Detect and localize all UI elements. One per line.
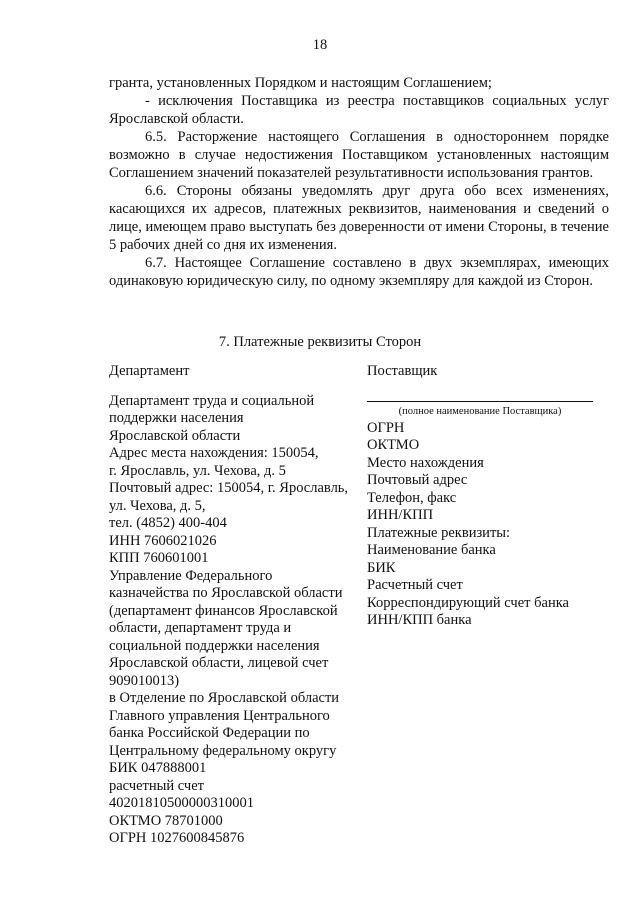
department-line: 40201810500000310001 [109, 795, 254, 811]
section-title: 7. Платежные реквизиты Сторон [218, 334, 422, 350]
department-line: банка Российской Федерации по [109, 725, 310, 741]
paragraph-6-6: 6.6. Стороны обязаны уведомлять друг друга обо всех изменениях, касающихся их адресов, платежных реквизитов, наименования и сведений о лице, имеющем право выступать без доверенности от имени Стороны, в течение 5 рабочих дней со дня их изменения. [109, 183, 609, 253]
department-line: Управление Федерального [109, 567, 273, 584]
department-line: в Отделение по Ярославской области [109, 690, 340, 706]
department-line: социальной поддержки населения [109, 637, 320, 654]
agreement-body [109, 74, 609, 290]
department-line: Ярославской области [109, 427, 241, 444]
page-number: 18 [312, 37, 328, 53]
paragraph-registry-exclusion: - исключения Поставщика из реестра поставщиков социальных услуг Ярославской области. [109, 93, 609, 127]
department-lines [109, 393, 359, 848]
paragraph-6-5: 6.5. Расторжение настоящего Соглашения в одностороннем порядке возможно в случае недостижения Поставщиком установленных настоящим Соглашением значений показателей результативности использования грантов. [109, 129, 609, 181]
department-line: области, департамент труда и [109, 620, 292, 636]
supplier-requisites [367, 363, 612, 630]
department-line: Адрес места нахождения: 150054, [109, 445, 319, 461]
supplier-line: Расчетный счет [367, 577, 463, 593]
department-line: ОГРН 1027600845876 [109, 830, 245, 846]
supplier-line: ИНН/КПП [367, 507, 434, 523]
department-line: расчетный счет [109, 777, 204, 794]
department-line: казначейства по Ярославской области [109, 585, 343, 601]
department-line: Ярославской области, лицевой счет [109, 655, 329, 671]
supplier-line: ОГРН [367, 419, 405, 436]
paragraph-6-7: 6.7. Настоящее Соглашение составлено в двух экземплярах, имеющих одинаковую юридическую силу, по одному экземпляру для каждой из Сторон. [109, 255, 609, 289]
supplier-line: Место нахождения [367, 454, 484, 471]
department-heading: Департамент [109, 363, 190, 379]
supplier-line: Телефон, факс [367, 489, 457, 506]
department-line: Почтовый адрес: 150054, г. Ярославль, [109, 480, 349, 496]
department-line: ул. Чехова, д. 5, [109, 497, 206, 514]
supplier-heading: Поставщик [367, 363, 438, 379]
department-line: ИНН 7606021026 [109, 532, 217, 549]
department-line: Главного управления Центрального [109, 707, 330, 724]
paragraph-grant-terms: гранта, установленных Порядком и настоящим Соглашением; [109, 75, 492, 91]
department-line: г. Ярославль, ул. Чехова, д. 5 [109, 462, 286, 479]
supplier-line: ОКТМО [367, 437, 420, 453]
department-line: БИК 047888001 [109, 760, 207, 776]
department-line: поддержки населения [109, 410, 244, 426]
supplier-line: Корреспондирующий счет банка [367, 594, 569, 611]
supplier-lines [367, 420, 612, 630]
department-line: КПП 760601001 [109, 550, 209, 566]
department-line: Департамент труда и социальной [109, 392, 315, 409]
department-line: ОКТМО 78701000 [109, 812, 223, 829]
supplier-line: ИНН/КПП банка [367, 612, 472, 628]
supplier-name-caption: (полное наименование Поставщика) [398, 405, 562, 417]
department-line: 909010013) [109, 672, 180, 689]
supplier-line: Платежные реквизиты: [367, 524, 511, 541]
supplier-line: БИК [367, 559, 396, 576]
supplier-line: Почтовый адрес [367, 472, 468, 488]
department-requisites [109, 363, 359, 848]
department-line: Центральному федеральному округу [109, 742, 337, 759]
department-line: тел. (4852) 400-404 [109, 515, 227, 531]
department-line: (департамент финансов Ярославской [109, 602, 338, 619]
supplier-name-blank-line [367, 393, 593, 402]
supplier-line: Наименование банка [367, 542, 496, 558]
